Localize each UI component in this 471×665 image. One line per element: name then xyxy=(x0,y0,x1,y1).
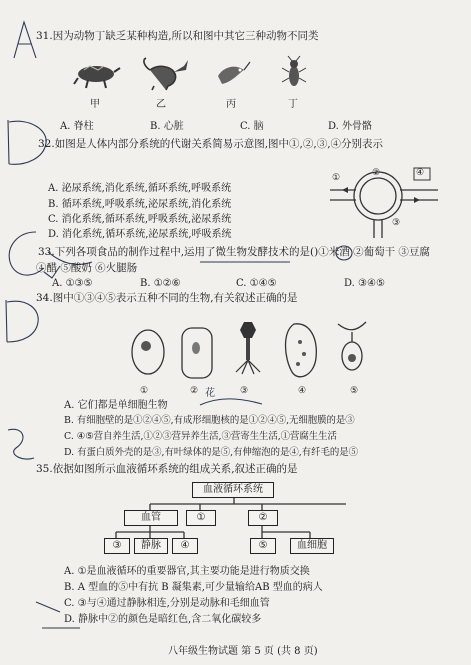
q34-stem: 34.图中①③④⑤表示五种不同的生物,有关叙述正确的是 xyxy=(36,292,298,304)
diagram-root-node: 血液循环系统 xyxy=(192,482,274,498)
organism-label-2: ② xyxy=(190,386,199,396)
diagram-node-2: ② xyxy=(248,510,278,526)
q33-option-b: B. ①②⑥ xyxy=(140,278,181,289)
diagram-node-4: ④ xyxy=(172,538,198,554)
q31-option-d: D. 外骨骼 xyxy=(328,121,373,132)
organism-label-3: ③ xyxy=(240,386,249,396)
q33-stem-line2: ④醋 ⑤酸奶 ⑥火腿肠 xyxy=(36,262,138,274)
q32-diagram-label-2: ② xyxy=(372,168,381,178)
animal-label-jia: 甲 xyxy=(90,99,100,110)
q31-option-b: B. 心脏 xyxy=(150,121,184,132)
q35-stem: 35.依据如图所示血液循环系统的组成关系,叙述正确的是 xyxy=(36,463,298,475)
organism-label-5: ⑤ xyxy=(350,386,359,396)
handwritten-note: 花 xyxy=(205,388,215,399)
diagram-node-1: ① xyxy=(186,510,216,526)
animal-label-bing: 丙 xyxy=(226,99,236,110)
animal-label-yi: 乙 xyxy=(156,99,166,110)
q31-stem: 31.因为动物丁缺乏某种构造,所以和图中其它三种动物不同类 xyxy=(36,30,319,42)
q34-option-c: C. ④⑤营自养生活,①②③营异养生活,③营寄生生活,①营腐生生活 xyxy=(64,431,337,442)
q35-option-a: A. ①是血液循环的重要器官,其主要功能是进行物质交换 xyxy=(64,566,310,577)
q32-diagram-label-3: ③ xyxy=(392,218,401,228)
animal-label-ding: 丁 xyxy=(288,99,298,110)
q35-option-b: B. A 型血的⑤中有抗 B 凝集素,可少量输给AB 型血的病人 xyxy=(64,582,323,593)
q32-option-d: D. 消化系统,循环系统,泌尿系统,呼吸系统 xyxy=(48,229,232,240)
q34-option-a: A. 它们都是单细胞生物 xyxy=(64,400,168,411)
q35-option-d: D. 静脉中②的颜色是暗红色,含二氧化碳较多 xyxy=(64,614,262,625)
q33-option-c: C. ①④⑤ xyxy=(236,278,277,289)
organism-label-4: ④ xyxy=(298,386,307,396)
diagram-node-5: ⑤ xyxy=(250,538,276,554)
page-footer: 八年级生物试题 第 5 页 (共 8 页) xyxy=(168,646,318,657)
diagram-node-vessel: 血管 xyxy=(124,510,178,526)
q33-option-d: D. ③④⑤ xyxy=(344,278,385,289)
q34-option-b: B. 有细胞壁的是①②④⑤,有成形细胞核的是①②④⑤,无细胞膜的是③ xyxy=(64,415,355,426)
q33-stem-text: 33.下列各项食品的制作过程中,运用了微生物发酵技术的是( xyxy=(38,246,315,258)
diagram-node-blood-cell: 血细胞 xyxy=(290,538,334,554)
q32-diagram-label-4: ④ xyxy=(416,168,425,178)
q33-option-a: A. ①③⑤ xyxy=(52,278,93,289)
q32-option-b: B. 循环系统,呼吸系统,泌尿系统,消化系统 xyxy=(48,199,232,210)
q32-option-a: A. 泌尿系统,消化系统,循环系统,呼吸系统 xyxy=(48,183,232,194)
organism-label-1: ① xyxy=(140,386,149,396)
q31-option-a: A. 脊柱 xyxy=(60,121,94,132)
q35-option-c: C. ③与④通过静脉相连,分别是动脉和毛细血管 xyxy=(64,598,270,609)
q33-stem-tail: )①米酒 ②葡萄干 ③豆腐 xyxy=(314,246,430,258)
q32-option-c: C. 消化系统,循环系统,呼吸系统,泌尿系统 xyxy=(48,214,232,225)
q31-option-c: C. 脑 xyxy=(240,121,264,132)
q34-option-d: D. 有蛋白质外壳的是③,有叶绿体的是⑤,有伸缩泡的是④,有纤毛的是⑤ xyxy=(64,447,358,458)
q32-diagram-label-1: ① xyxy=(332,173,341,183)
diagram-node-vein: 静脉 xyxy=(134,538,168,554)
diagram-node-3: ③ xyxy=(104,538,130,554)
q32-stem: 32.如图是人体内部分系统的代谢关系简易示意图,图中①,②,③,④分别表示 xyxy=(38,138,384,150)
